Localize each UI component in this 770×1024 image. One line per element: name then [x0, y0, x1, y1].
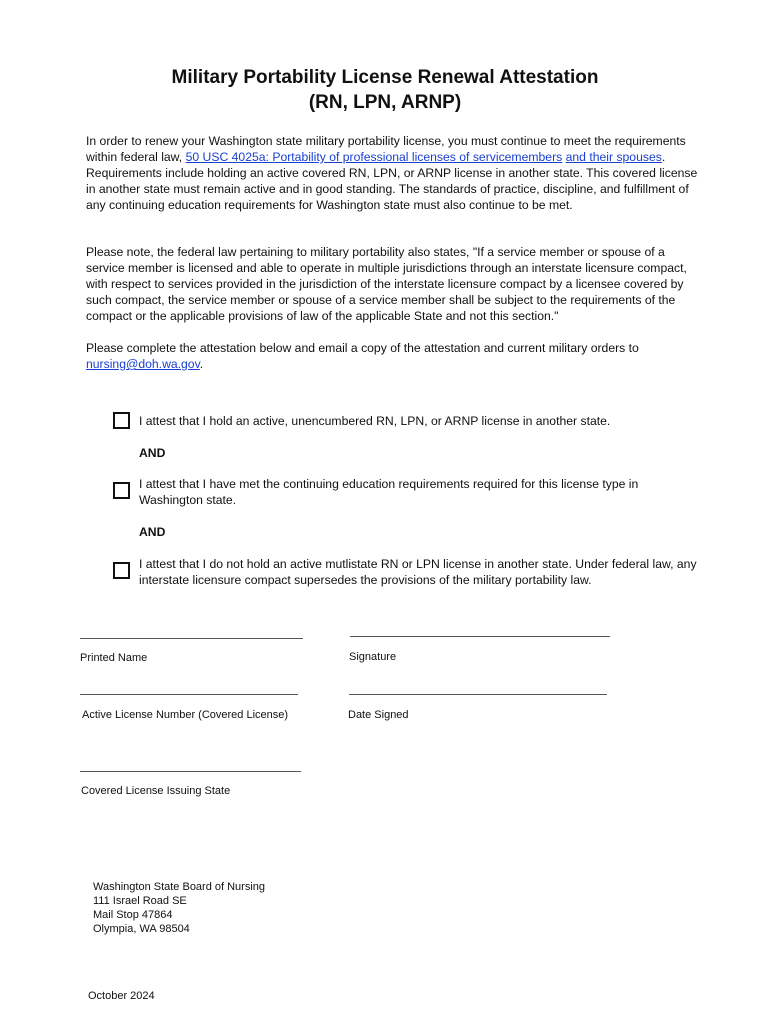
- printed-name-line[interactable]: [80, 638, 303, 639]
- and-label-2: AND: [139, 525, 166, 539]
- address-line-1: Washington State Board of Nursing: [93, 881, 266, 893]
- printed-name-label: Printed Name: [80, 652, 148, 664]
- attest-license-checkbox[interactable]: [113, 412, 130, 429]
- attest-multistate-checkbox[interactable]: [113, 562, 130, 579]
- signature-label: Signature: [349, 651, 397, 663]
- intro-text-1: In order to renew your Washington state military portability license, you must continue to meet the requirements within federal law,: [86, 134, 686, 164]
- intro-paragraph: [86, 133, 706, 213]
- issuing-state-label: Covered License Issuing State: [81, 785, 231, 797]
- address-line-4: Olympia, WA 98504: [93, 923, 190, 935]
- revision-date: October 2024: [88, 990, 155, 1002]
- mailing-address: [93, 880, 265, 936]
- license-number-line[interactable]: [80, 694, 298, 695]
- attest-multistate-text: I attest that I do not hold an active mutlistate RN or LPN license in another state. Under federal law, any interstate licensure compact supersedes the provisions of the military portability law.: [139, 557, 697, 587]
- email-link[interactable]: nursing@doh.wa.gov: [86, 357, 200, 371]
- attest-license-text: I attest that I hold an active, unencumbered RN, LPN, or ARNP license in another state.: [139, 414, 611, 428]
- instructions-tail: .: [199, 357, 204, 371]
- and-label-1: AND: [139, 446, 166, 460]
- attest-education-text: I attest that I have met the continuing education requirements required for this license type in Washington state.: [139, 477, 639, 507]
- page-subtitle: (RN, LPN, ARNP): [308, 92, 462, 113]
- note-paragraph: Please note, the federal law pertaining to military portability also states, "If a service member or spouse of a service member is licensed and able to operate in multiple jurisdictions through an interstate licensure compact, with respect to services provided in the jurisdiction of the interstate licensure compact by a licensee covered by such compact, the service member or spouse of a service member shall be subject to the requirements of the compact or the applicable provisions of law of the applicable State and not this section.": [86, 245, 687, 323]
- issuing-state-line[interactable]: [80, 771, 301, 772]
- page-title: Military Portability License Renewal Attestation: [171, 67, 599, 88]
- date-signed-line[interactable]: [349, 694, 607, 695]
- signature-line[interactable]: [350, 636, 610, 637]
- intro-text-2: . Requirements include holding an active covered RN, LPN, or ARNP license in another state. This covered license in another state must remain active and in good standing. The standards of practice, discipline, and fulfillment of any continuing education requirements for Washington state must also continue to be met.: [86, 150, 698, 212]
- date-signed-label: Date Signed: [348, 709, 409, 721]
- instructions-text: Please complete the attestation below and email a copy of the attestation and current military orders to: [86, 341, 639, 355]
- instructions-paragraph: [86, 340, 706, 372]
- federal-law-link[interactable]: 50 USC 4025a: Portability of professional licenses of servicemembers: [185, 150, 563, 164]
- address-line-3: Mail Stop 47864: [93, 909, 173, 921]
- attest-education-checkbox[interactable]: [113, 482, 130, 499]
- federal-law-link-tail[interactable]: and their spouses: [565, 150, 662, 164]
- address-line-2: 111 Israel Road SE: [93, 895, 187, 907]
- license-number-label: Active License Number (Covered License): [82, 709, 289, 721]
